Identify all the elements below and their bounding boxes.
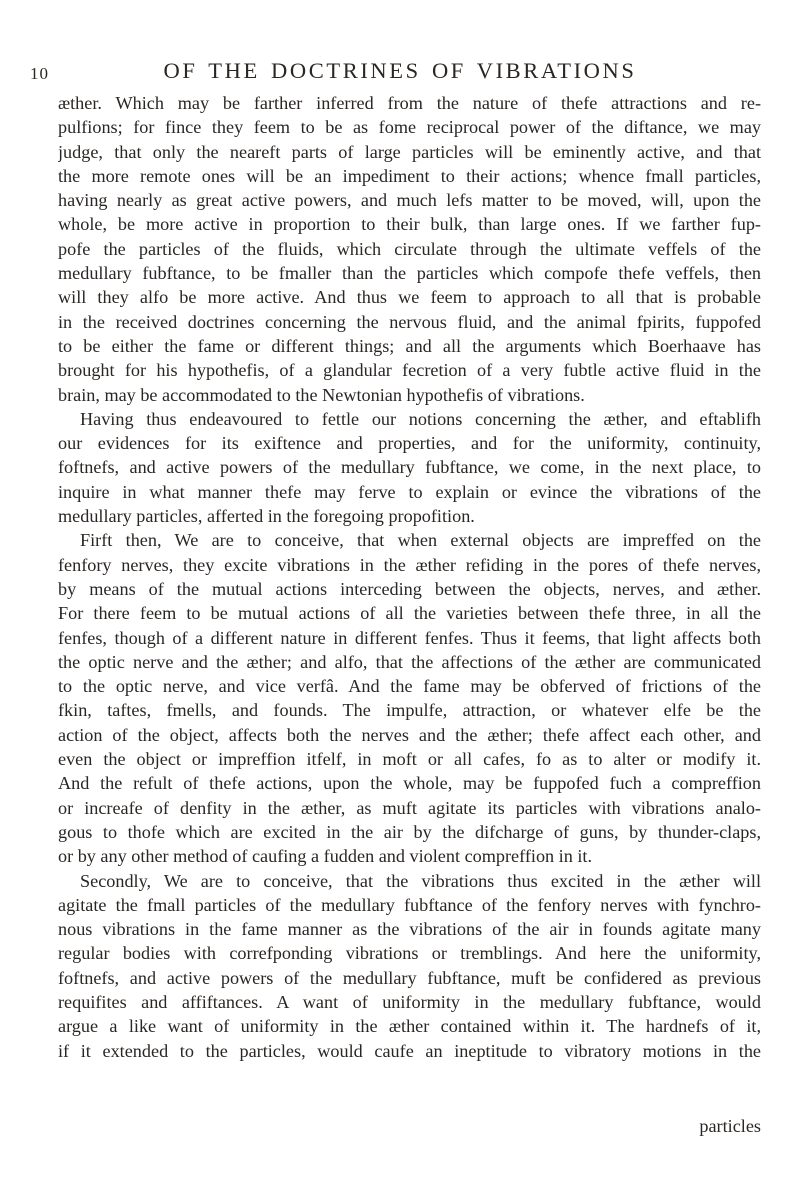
text-line: will they alfo be more active. And thus we feem to approach to all that is probable — [58, 287, 761, 308]
text-line: inquire in what manner thefe may ferve to explain or evince the vibrations of the — [58, 481, 761, 502]
text-line: argue a like want of uniformity in the æther contained within it. The hardnefs of it, — [58, 1016, 761, 1037]
text-line: foftnefs, and active powers of the medullary fubftance, muft be confidered as previous — [58, 967, 761, 988]
text-line: action of the object, affects both the nerves and the æther; thefe affect each other, and — [58, 724, 761, 745]
text-line: the optic nerve and the æther; and alfo, that the affections of the æther are communicated — [58, 651, 761, 672]
text-line: pofe the particles of the fluids, which circulate through the ultimate veffels of the — [58, 238, 761, 259]
text-line: And the refult of thefe actions, upon the whole, may be fuppofed fuch a compreffion — [58, 773, 761, 794]
text-line: judge, that only the neareft parts of large particles will be eminently active, and that — [58, 141, 761, 162]
text-line: fkin, taftes, fmells, and founds. The impulfe, attraction, or whatever elfe be the — [58, 700, 761, 721]
text-line: the more remote ones will be an impediment to their actions; whence fmall particles, — [58, 165, 761, 186]
body-text — [58, 91, 761, 1063]
text-line: or increafe of denfity in the æther, as muft agitate its particles with vibrations analo- — [58, 797, 761, 818]
text-line: Firft then, We are to conceive, that when external objects are impreffed on the — [80, 530, 761, 551]
text-line: to be either the fame or different things; and all the arguments which Boerhaave has — [58, 335, 761, 356]
text-line: requifites and affiftances. A want of uniformity in the medullary fubftance, would — [58, 991, 761, 1012]
text-line: regular bodies with correfponding vibrations or tremblings. And here the uniformity, — [58, 943, 761, 964]
text-line: medullary fubftance, to be fmaller than the particles which compofe thefe veffels, then — [58, 263, 761, 284]
text-line: whole, be more active in proportion to their bulk, than large ones. If we farther fup- — [58, 214, 761, 235]
text-line: Having thus endeavoured to fettle our notions concerning the æther, and eftablifh — [80, 408, 761, 429]
running-title: OF THE DOCTRINES OF VIBRATIONS — [163, 58, 637, 83]
text-line: pulfions; for fince they feem to be as fome reciprocal power of the diftance, we may — [58, 117, 761, 138]
text-line: having nearly as great active powers, and much lefs matter to be moved, will, upon the — [58, 190, 761, 211]
text-line: fenfory nerves, they excite vibrations in the æther refiding in the pores of thefe nerves, — [58, 554, 761, 575]
text-line: if it extended to the particles, would caufe an ineptitude to vibratory motions in the — [58, 1040, 761, 1061]
text-line: by means of the mutual actions interceding between the objects, nerves, and æther. — [58, 578, 761, 599]
text-line: medullary particles, afferted in the foregoing propofition. — [58, 506, 475, 527]
text-line: fenfes, though of a different nature in different fenfes. Thus it feems, that light affects both — [58, 627, 761, 648]
text-line: foftnefs, and active powers of the medullary fubftance, we come, in the next place, to — [58, 457, 761, 478]
text-line: even the object or impreffion itfelf, in moft or all cafes, fo as to alter or modify it. — [58, 749, 761, 770]
text-line: agitate the fmall particles of the medullary fubftance of the fenfory nerves with fynchro- — [58, 894, 761, 915]
catchword: particles — [699, 1116, 761, 1136]
text-line: gous to thofe which are excited in the air by the difcharge of guns, by thunder-claps, — [58, 821, 761, 842]
text-line: Secondly, We are to conceive, that the vibrations thus excited in the æther will — [80, 870, 761, 891]
text-line: or by any other method of caufing a fudden and violent compreffion in it. — [58, 846, 593, 867]
text-line: brought for his hypothefis, of a glandular fecretion of a very fubtle active fluid in the — [58, 360, 761, 381]
page-number: 10 — [30, 64, 49, 83]
text-line: brain, may be accommodated to the Newtonian hypothefis of vibrations. — [58, 384, 585, 405]
text-line: to the optic nerve, and vice verfâ. And the fame may be obferved of frictions of the — [58, 676, 761, 697]
running-head — [30, 46, 770, 86]
text-line: nous vibrations in the fame manner as the vibrations of the air in founds agitate many — [58, 919, 761, 940]
text-line: For there feem to be mutual actions of all the varieties between thefe three, in all the — [58, 603, 761, 624]
text-line: our evidences for its exiftence and properties, and for the uniformity, continuity, — [58, 433, 761, 454]
text-line: in the received doctrines concerning the nervous fluid, and the animal fpirits, fuppofed — [58, 311, 761, 332]
text-line: æther. Which may be farther inferred from the nature of thefe attractions and re- — [58, 93, 761, 113]
